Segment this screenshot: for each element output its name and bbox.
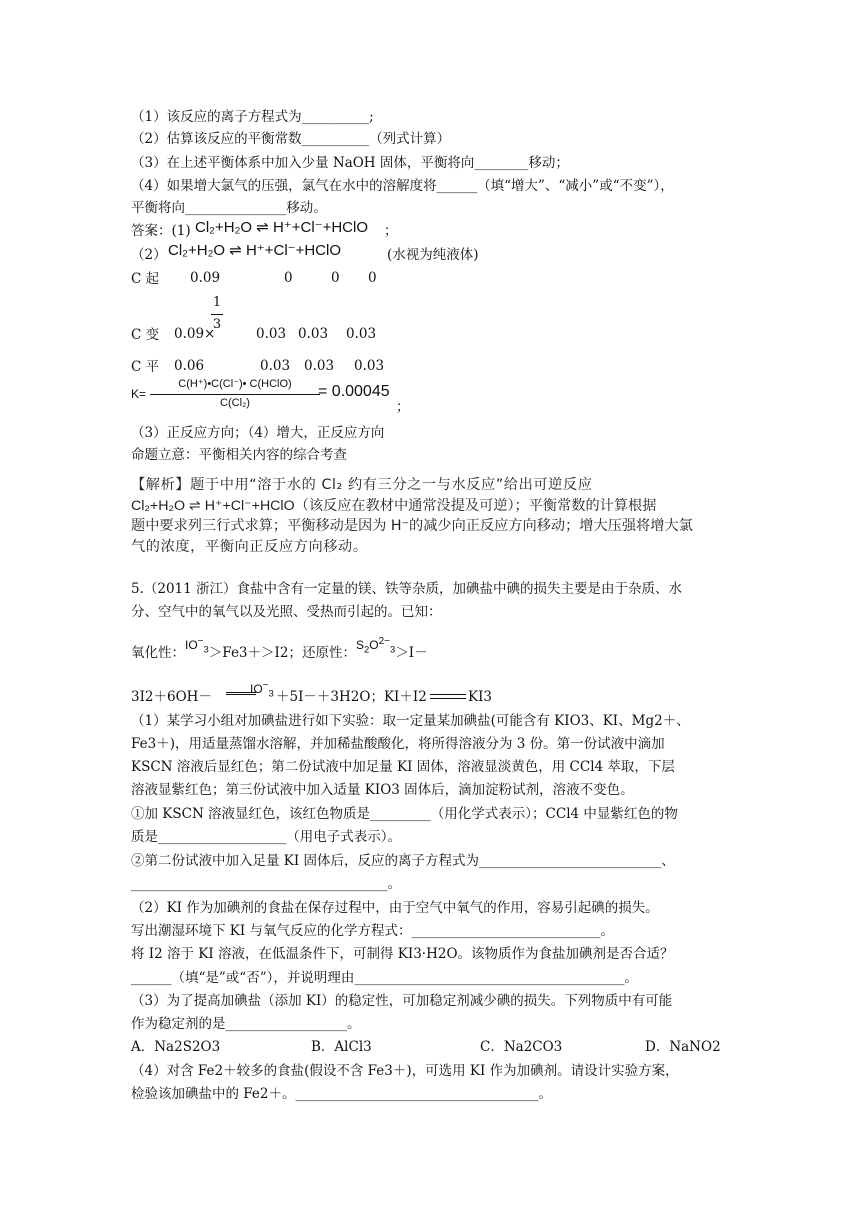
reducing-rest: ＞I－ xyxy=(395,645,428,661)
iodate-ion-2 xyxy=(250,680,274,699)
thiosulfate-ion xyxy=(355,636,396,656)
k-fraction-bar xyxy=(150,394,320,395)
q5-part3-line-2: 作为稳定剂的是__________________。 xyxy=(131,1016,361,1032)
q5-part1-line-2: Fe3＋)，用适量蒸馏水溶解，并加稀盐酸酸化，将所得溶液分为 3 份。第一份试液中滴加 xyxy=(131,736,665,752)
q5-part2-line-3: 将 I2 溶于 KI 溶液，在低温条件下，可制得 KI3·H2O。该物质作为食盐加碘剂是否合适？ xyxy=(131,946,674,962)
c-start-cl: 0 xyxy=(331,270,340,286)
q5-part1-line-4: 溶液显紫红色；第三份试液中加入适量 KIO3 固体后，滴加淀粉试剂，溶液不变色。 xyxy=(131,782,634,798)
c-start-label: C 起 xyxy=(131,271,160,287)
c-change-hclo: 0.03 xyxy=(346,326,377,342)
iodate-symbol: IO xyxy=(185,638,198,652)
oxidizing-line xyxy=(131,636,428,667)
k-label: K= xyxy=(131,387,147,401)
q5-part2-line-1: （2）KI 作为加碘剂的食盐在保存过程中，由于空气中氧气的作用，容易引起碘的损失。 xyxy=(131,900,659,916)
q5-part1-line-5: ①加 KSCN 溶液显红色，该红色物质是_________（用化学式表示）；CCl4 中显紫红色的物 xyxy=(131,806,678,822)
analysis-line-1: 【解析】题于中用“溶于水的 Cl₂ 约有三分之一与水反应”给出可逆反应 xyxy=(131,477,593,493)
thiosulfate-o: O xyxy=(369,638,379,652)
q5-part1-line-8: ______________________________________。 xyxy=(131,876,401,892)
q5-part2-line-4: ______（填“是”或“否”），并说明理由________________________________________。 xyxy=(131,970,638,986)
iodate-charge: − xyxy=(197,636,204,647)
answer-note: (水视为纯液体) xyxy=(387,247,479,263)
analysis-line-2 xyxy=(131,496,716,517)
answer-part3-4: （3）正反应方向；（4）增大，正反应方向 xyxy=(131,425,385,441)
analysis-equation: Cl₂+H₂O ⇌ H⁺+Cl⁻+HClO xyxy=(131,497,295,514)
q5-part1-line-1: （1）某学习小组对加碘盐进行如下实验：取一定量某加碘盐(可能含有 KIO3、KI、Mg2＋、 xyxy=(131,713,690,729)
intent: 命题立意：平衡相关内容的综合考查 xyxy=(131,447,347,463)
q5-part4-line-1: （4）对含 Fe2＋较多的食盐(假设不含 Fe3＋)，可选用 KI 作为加碘剂。请设计实验方案， xyxy=(131,1063,679,1079)
c-start-cl2: 0.09 xyxy=(190,270,221,286)
q5-part3-line-1: （3）为了提高加碘盐（添加 KI）的稳定性，可加稳定剂减少碘的损失。下列物质中有可能 xyxy=(131,993,673,1009)
q5-line-1: 5.（2011 浙江）食盐中含有一定量的镁、铁等杂质，加碘盐中碘的损失主要是由于杂质、水 xyxy=(131,581,683,597)
thiosulfate-subscript: 3 xyxy=(390,644,396,656)
q5-part1-line-6: 质是___________________（用电子式表示）。 xyxy=(131,829,401,845)
thiosulfate-charge: 2− xyxy=(378,636,391,647)
k-denominator: C(Cl₂) xyxy=(220,397,250,409)
equilibrium-arrow-bottom xyxy=(430,698,466,699)
c-eq-hclo: 0.03 xyxy=(354,358,385,374)
answer-equation-2: Cl₂+H₂O ⇌ H⁺+Cl⁻+HClO xyxy=(168,242,341,259)
iodate-ion xyxy=(185,636,209,656)
q5-part2-line-2: 写出潮湿环境下 KI 与氧气反应的化学方程式：____________________________。 xyxy=(131,923,615,939)
q5-part1-line-7: ②第二份试液中加入足量 KI 固体后，反应的离子方程式为___________________________、 xyxy=(131,853,675,869)
c-eq-label: C 平 xyxy=(131,359,160,375)
answer-semicolon: ； xyxy=(384,223,398,239)
q4-part1: （1）该反应的离子方程式为__________; xyxy=(131,109,374,125)
equation-a-left: 3I2＋6OH－ xyxy=(131,689,212,705)
option-d: D．NaNO2 xyxy=(645,1039,721,1055)
equation-a-end: KI3 xyxy=(468,689,493,705)
c-change-base: 0.09× xyxy=(174,326,216,342)
option-b: B．AlCl3 xyxy=(311,1039,372,1055)
c-start-hclo: 0 xyxy=(368,270,377,286)
c-eq-cl2: 0.06 xyxy=(174,358,205,374)
q4-part4-cont: 平衡将向_______________移动。 xyxy=(131,200,327,216)
analysis-block xyxy=(131,475,716,557)
c-change-label: C 变 xyxy=(131,327,160,343)
answer-label: 答案：(1) xyxy=(131,223,191,239)
answer-equation-1: Cl₂+H₂O ⇌ H⁺+Cl⁻+HClO xyxy=(195,219,368,236)
equilibrium-arrow-top xyxy=(430,694,466,695)
oxidizing-rest: ＞Fe3＋＞I2；还原性： xyxy=(208,645,356,661)
iodate-subscript: 3 xyxy=(203,644,209,656)
k-end: ； xyxy=(396,399,410,415)
q4-part4: （4）如果增大氯气的压强，氯气在水中的溶解度将______（填“增大”、“减小”或“不变”）， xyxy=(131,178,674,194)
option-a: A．Na2S2O3 xyxy=(131,1039,221,1055)
k-numerator: C(H⁺)•C(Cl⁻)• C(HClO) xyxy=(178,378,292,390)
thiosulfate-s-sub: 2 xyxy=(363,644,370,656)
c-change-cl: 0.03 xyxy=(298,326,329,342)
analysis-line-3: 题中要求列三行式求算；平衡移动是因为 H⁻的减少向正反应方向移动；增大压强将增大氯 xyxy=(131,518,693,534)
option-c: C．Na2CO3 xyxy=(480,1039,563,1055)
c-eq-h: 0.03 xyxy=(260,358,291,374)
q5-line-2: 分、空气中的氧气以及光照、受热而引起的。已知： xyxy=(131,604,442,620)
iodate-charge-2: − xyxy=(262,680,269,691)
q4-part3: （3）在上述平衡体系中加入少量 NaOH 固体，平衡将向________移动； xyxy=(131,155,569,171)
answer-part2-label: （2） xyxy=(131,247,167,263)
analysis-line-4: 气的浓度，平衡向正反应方向移动。 xyxy=(131,538,368,555)
q5-part1-line-3: KSCN 溶液后显红色；第二份试液中加足量 KI 固体，溶液显淡黄色，用 CCl4 萃取，下层 xyxy=(131,759,675,775)
fraction-one-third xyxy=(211,295,223,330)
iodate-subscript-2: 3 xyxy=(268,688,274,700)
fraction-denominator: 3 xyxy=(212,317,222,332)
q4-part2: （2）估算该反应的平衡常数__________（列式计算） xyxy=(131,131,451,147)
thiosulfate-s: S xyxy=(355,638,364,652)
c-start-h: 0 xyxy=(284,270,293,286)
analysis-note: （该反应在教材中通常没提及可逆）；平衡常数的计算根据 xyxy=(294,497,657,514)
fraction-numerator: 1 xyxy=(212,295,222,310)
q5-part4-line-2: 检验该加碘盐中的 Fe2＋。____________________________________。 xyxy=(131,1086,552,1102)
k-value: = 0.00045 xyxy=(318,383,390,400)
equation-a-right: ＋5I－＋3H2O；KI＋I2 xyxy=(276,689,427,705)
oxidizing-label: 氧化性： xyxy=(131,645,185,661)
c-change-h: 0.03 xyxy=(256,326,287,342)
iodate-symbol-2: IO xyxy=(250,682,263,696)
c-eq-cl: 0.03 xyxy=(304,358,335,374)
